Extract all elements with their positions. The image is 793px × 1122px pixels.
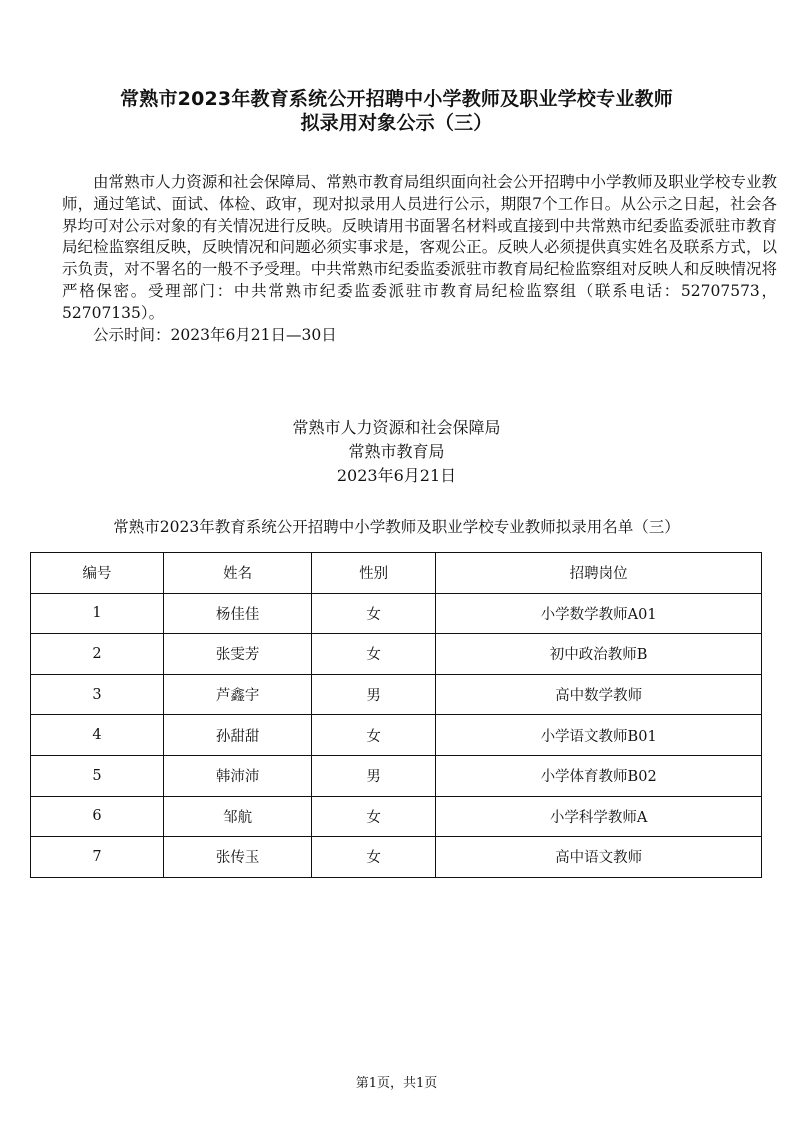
document-title-line2: 拟录用对象公示（三） — [300, 112, 493, 134]
issue-date: 2023年6月21日 — [336, 466, 457, 485]
cell-gender: 女 — [312, 634, 436, 675]
header-number: 编号 — [31, 553, 164, 594]
cell-number: 6 — [31, 796, 164, 837]
header-name: 姓名 — [164, 553, 312, 594]
cell-position: 初中政治教师B — [436, 634, 762, 675]
cell-number: 4 — [31, 715, 164, 756]
cell-name: 芦鑫宇 — [164, 674, 312, 715]
header-gender: 性别 — [312, 553, 436, 594]
table-row — [31, 715, 762, 756]
cell-name: 杨佳佳 — [164, 593, 312, 634]
cell-gender: 女 — [312, 715, 436, 756]
cell-position: 小学科学教师A — [436, 796, 762, 837]
page-footer: 第1页，共1页 — [355, 1076, 438, 1091]
notice-period: 公示时间：2023年6月21日—30日 — [93, 325, 337, 344]
table-row — [31, 634, 762, 675]
cell-name: 张传玉 — [164, 837, 312, 878]
cell-position: 高中语文教师 — [436, 837, 762, 878]
cell-gender: 女 — [312, 796, 436, 837]
list-title: 常熟市2023年教育系统公开招聘中小学教师及职业学校专业教师拟录用名单（三） — [113, 518, 680, 536]
signature-block — [0, 416, 793, 488]
issuer-education-bureau: 常熟市教育局 — [348, 442, 445, 461]
cell-number: 1 — [31, 593, 164, 634]
document-title-line1: 常熟市2023年教育系统公开招聘中小学教师及职业学校专业教师 — [120, 88, 673, 110]
table-row — [31, 796, 762, 837]
cell-gender: 男 — [312, 674, 436, 715]
header-position: 招聘岗位 — [436, 553, 762, 594]
cell-number: 7 — [31, 837, 164, 878]
cell-gender: 男 — [312, 755, 436, 796]
cell-number: 3 — [31, 674, 164, 715]
table-row — [31, 755, 762, 796]
cell-position: 高中数学教师 — [436, 674, 762, 715]
notice-body — [62, 172, 777, 346]
notice-paragraph: 由常熟市人力资源和社会保障局、常熟市教育局组织面向社会公开招聘中小学教师及职业学校专业教师，通过笔试、面试、体检、政审，现对拟录用人员进行公示，期限7个工作日。从公示之日起，社会各界均可对公示对象的有关情况进行反映。反映请用书面署名材料或直接到中共常熟市纪委监委派驻市教育局纪检监察组反映，反映情况和问题必须实事求是，客观公正。反映人必须提供真实姓名及联系方式，以示负责，对不署名的一般不予受理。中共常熟市纪委监委派驻市教育局纪检监察组对反映人和反映情况将严格保密。受理部门：中共常熟市纪委监委派驻市教育局纪检监察组（联系电话：52707573，52707135）。 — [62, 173, 777, 322]
table-header-row — [31, 553, 762, 594]
table-row — [31, 674, 762, 715]
cell-name: 孙甜甜 — [164, 715, 312, 756]
hiring-list-table — [30, 552, 762, 878]
cell-position: 小学语文教师B01 — [436, 715, 762, 756]
cell-number: 2 — [31, 634, 164, 675]
cell-position: 小学数学教师A01 — [436, 593, 762, 634]
table-row — [31, 837, 762, 878]
issuer-hr-bureau: 常熟市人力资源和社会保障局 — [292, 418, 501, 437]
cell-gender: 女 — [312, 837, 436, 878]
cell-name: 韩沛沛 — [164, 755, 312, 796]
cell-name: 张雯芳 — [164, 634, 312, 675]
cell-name: 邹航 — [164, 796, 312, 837]
cell-position: 小学体育教师B02 — [436, 755, 762, 796]
cell-number: 5 — [31, 755, 164, 796]
table-row — [31, 593, 762, 634]
cell-gender: 女 — [312, 593, 436, 634]
